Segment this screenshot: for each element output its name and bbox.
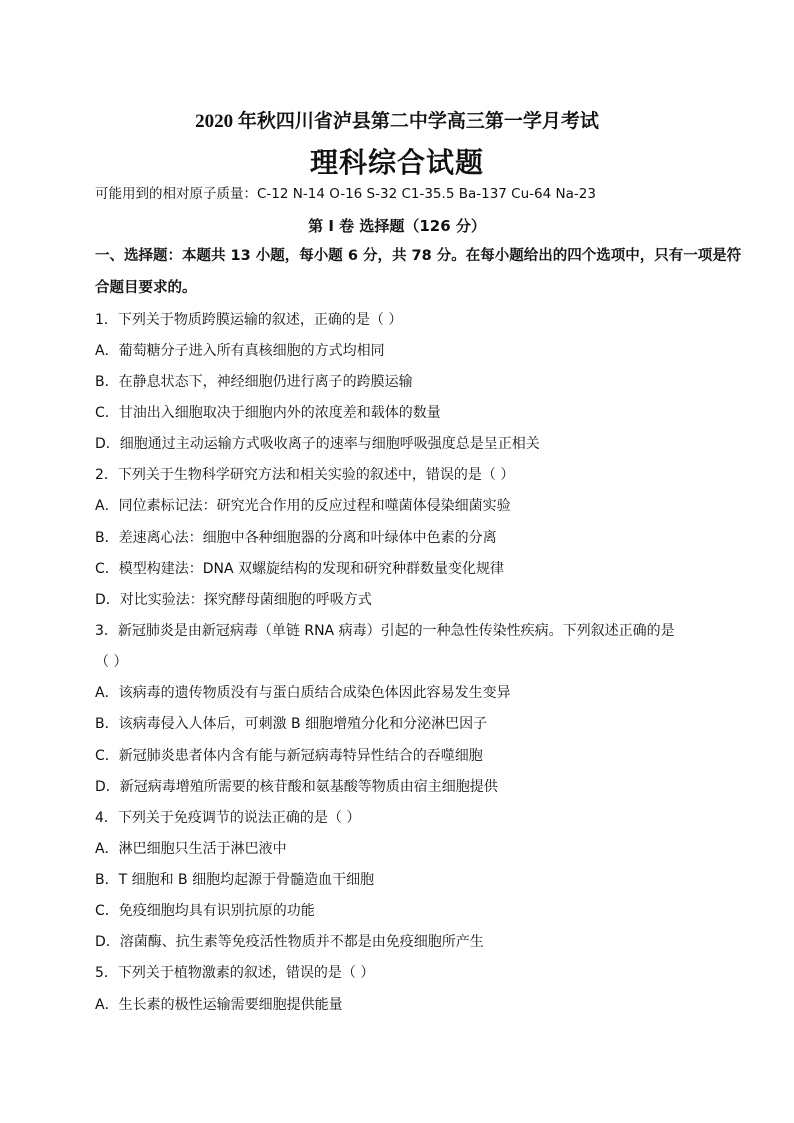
- question-4-option-b: B．T 细胞和 B 细胞均起源于骨髓造血干细胞: [95, 872, 375, 888]
- question-5-stem: 5．下列关于植物激素的叙述，错误的是（ ）: [95, 965, 375, 981]
- question-1-option-a: A．葡萄糖分子进入所有真核细胞的方式均相同: [95, 343, 385, 359]
- question-2-option-a: A．同位素标记法：研究光合作用的反应过程和噬菌体侵染细菌实验: [95, 498, 511, 514]
- question-4-option-a: A．淋巴细胞只生活于淋巴液中: [95, 841, 287, 857]
- question-3-stem-continued: （ ）: [95, 654, 128, 670]
- part-title: 第 I 卷 选择题（126 分）: [308, 217, 486, 235]
- question-2-option-c: C．模型构建法：DNA 双螺旋结构的发现和研究种群数量变化规律: [95, 561, 505, 577]
- question-4-option-c: C．免疫细胞均具有识别抗原的功能: [95, 903, 315, 919]
- question-4-stem: 4．下列关于免疫调节的说法正确的是（ ）: [95, 810, 361, 826]
- question-2-option-d: D．对比实验法：探究酵母菌细胞的呼吸方式: [95, 592, 372, 608]
- question-3-stem: 3．新冠肺炎是由新冠病毒（单链 RNA 病毒）引起的一种急性传染性疾病。下列叙述正确的是: [95, 623, 675, 639]
- question-1-option-b: B．在静息状态下，神经细胞仍进行离子的跨膜运输: [95, 374, 413, 390]
- exam-subtitle: 2020 年秋四川省泸县第二中学高三第一学月考试: [195, 111, 599, 132]
- question-3-option-a: A．该病毒的遗传物质没有与蛋白质结合成染色体因此容易发生变异: [95, 685, 511, 701]
- section-instruction-line-1: 一、选择题：本题共 13 小题，每小题 6 分，共 78 分。在每小题给出的四个选项中，只有一项是符: [95, 248, 742, 264]
- question-3-option-b: B．该病毒侵入人体后，可刺激 B 细胞增殖分化和分泌淋巴因子: [95, 716, 488, 732]
- question-1-option-d: D．细胞通过主动运输方式吸收离子的速率与细胞呼吸强度总是呈正相关: [95, 436, 540, 452]
- question-1-option-c: C．甘油出入细胞取决于细胞内外的浓度差和载体的数量: [95, 405, 441, 421]
- question-2-option-b: B．差速离心法：细胞中各种细胞器的分离和叶绿体中色素的分离: [95, 530, 497, 546]
- question-1-stem: 1．下列关于物质跨膜运输的叙述，正确的是（ ）: [95, 312, 403, 328]
- question-2-stem: 2．下列关于生物科学研究方法和相关实验的叙述中，错误的是（ ）: [95, 467, 515, 483]
- question-3-option-c: C．新冠肺炎患者体内含有能与新冠病毒特异性结合的吞噬细胞: [95, 748, 483, 764]
- question-5-option-a: A．生长素的极性运输需要细胞提供能量: [95, 997, 343, 1013]
- section-instruction-line-2: 合题目要求的。: [95, 280, 197, 296]
- question-4-option-d: D．溶菌酶、抗生素等免疫活性物质并不都是由免疫细胞所产生: [95, 934, 484, 950]
- atomic-mass-line: 可能用到的相对原子质量：C-12 N-14 O-16 S-32 C1-35.5 Ba-137 Cu-64 Na-23: [95, 186, 596, 202]
- question-3-option-d: D．新冠病毒增殖所需要的核苷酸和氨基酸等物质由宿主细胞提供: [95, 779, 498, 795]
- exam-title: 理科综合试题: [309, 146, 484, 179]
